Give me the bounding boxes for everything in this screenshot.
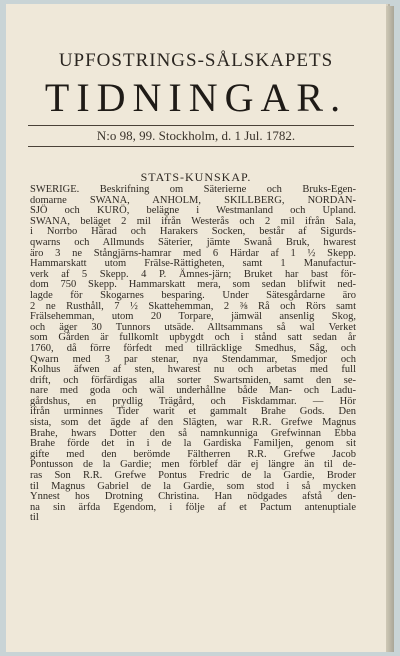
article-line: verk af 5 Skepp. 4 P. Ämnes-järn; Bruket har bast för-	[30, 268, 356, 280]
article-line: Qwarn med 3 par stenar, nya Stendammar, Smedjor och	[30, 353, 356, 365]
masthead-title: TIDNINGAR.	[44, 75, 348, 120]
article-line: SWANA, beläget 2 mil ifrån Westerås och 2 mil ifrån Sala,	[30, 215, 356, 227]
article-line: och äger 30 Tunnors utsäde. Alltsammans så wal Verket	[30, 321, 356, 333]
article-line: sista, som det ägde af den Slägten, war R.R. Grefwe Magnus	[30, 417, 356, 429]
article-line: Frälsehemman, utom 20 Torpare, jämwäl ansenlig Skog,	[30, 311, 356, 323]
article-line: na sin ärfda Egendom, i följe af et Pactum antenuptiale	[30, 501, 356, 513]
section-title: STATS-KUNSKAP.	[140, 170, 252, 184]
article-line: nare med goda och wäl underhållne både Man- och Ladu-	[30, 385, 356, 397]
newspaper-page	[6, 4, 386, 652]
article-line: til	[30, 512, 39, 524]
article-line: Brahe, hwars Dotter den så namnkunniga Grefwinnan Ebba	[30, 427, 356, 439]
article-line: drift, och förfärdigas alla sorter Swartsmiden, samt den se-	[30, 374, 356, 386]
article-line: Hammarskatt utom Frälse-Rättigheten, samt 1 Manufactur-	[30, 258, 356, 270]
article-line: gifte med den berömde Fältherren R.R. Grefwe Jacob	[30, 448, 356, 460]
article-line: Kolhus äfwen af sten, hwarest nu och arbetas med full	[30, 364, 356, 376]
article-line: i Norrbo Härad och Harakers Socken, består af Sigurds-	[30, 226, 356, 238]
article-line: qwarns och Allmunds Säterier, jämte Swanå Bruk, hwarest	[30, 236, 356, 248]
article-line: som Gården är fullkomlt upbygdt och i stånd satt sedan år	[30, 332, 356, 344]
article-line: äro 3 ne Stångjärns-hamrar med 6 Härdar af 1 ½ Skepp.	[30, 247, 356, 259]
article-line: til Magnus Gabriel de la Gardie, som stod i så mycken	[30, 480, 356, 492]
article-line: gårdshus, en prydlig Trägård, och Fiskdammar. — Hör	[30, 395, 356, 407]
issue-dateline: N:o 98, 99. Stockholm, d. 1 Jul. 1782.	[96, 128, 296, 143]
article-line: Brahe förde det in i de la Gardiska Familjen, genom sit	[30, 438, 356, 450]
article-line: 1760, då förre förfedt med tillräcklige Smedhus, Såg, och	[30, 342, 356, 354]
article-line: Pontusson de la Gardie; men förblef där ej längre än til de-	[30, 459, 356, 471]
bottom-rule	[28, 146, 354, 147]
article-line: domarne SWANA, ANHOLM, SKILLBERG, NORDAN-	[30, 194, 356, 206]
masthead-subtitle: UPFOSTRINGS-SÅLSKAPETS	[58, 50, 334, 71]
article-line: Ynnest hos Drotning Christina. Han nödgades afstå den-	[30, 491, 356, 503]
article-line: ras Son R.R. Grefwe Pontus Fredric de la Gardie, Broder	[30, 470, 356, 482]
article-line: SJÖ och KURÖ, belägne i Westmanland och Upland.	[30, 205, 356, 217]
article-line: 2 ne Rusthåll, 7 ½ Skattehemman, 2 ⅜ Rå och Rörs samt	[30, 300, 356, 312]
article-body	[30, 185, 356, 524]
article-line: SWERIGE. Beskrifning om Säterierne och Bruks-Egen-	[30, 184, 356, 195]
page-edge	[386, 6, 394, 652]
article-line: dom 750 Skepp. Hammarskatt mera, som sedan blifwit ned-	[30, 279, 356, 291]
top-rule	[28, 125, 354, 126]
article-line: lagde för Skogarnes besparing. Under Sätesgårdarne äro	[30, 289, 356, 301]
article-line: ifrån urminnes Tider warit et gammalt Brahe Gods. Den	[30, 406, 356, 418]
